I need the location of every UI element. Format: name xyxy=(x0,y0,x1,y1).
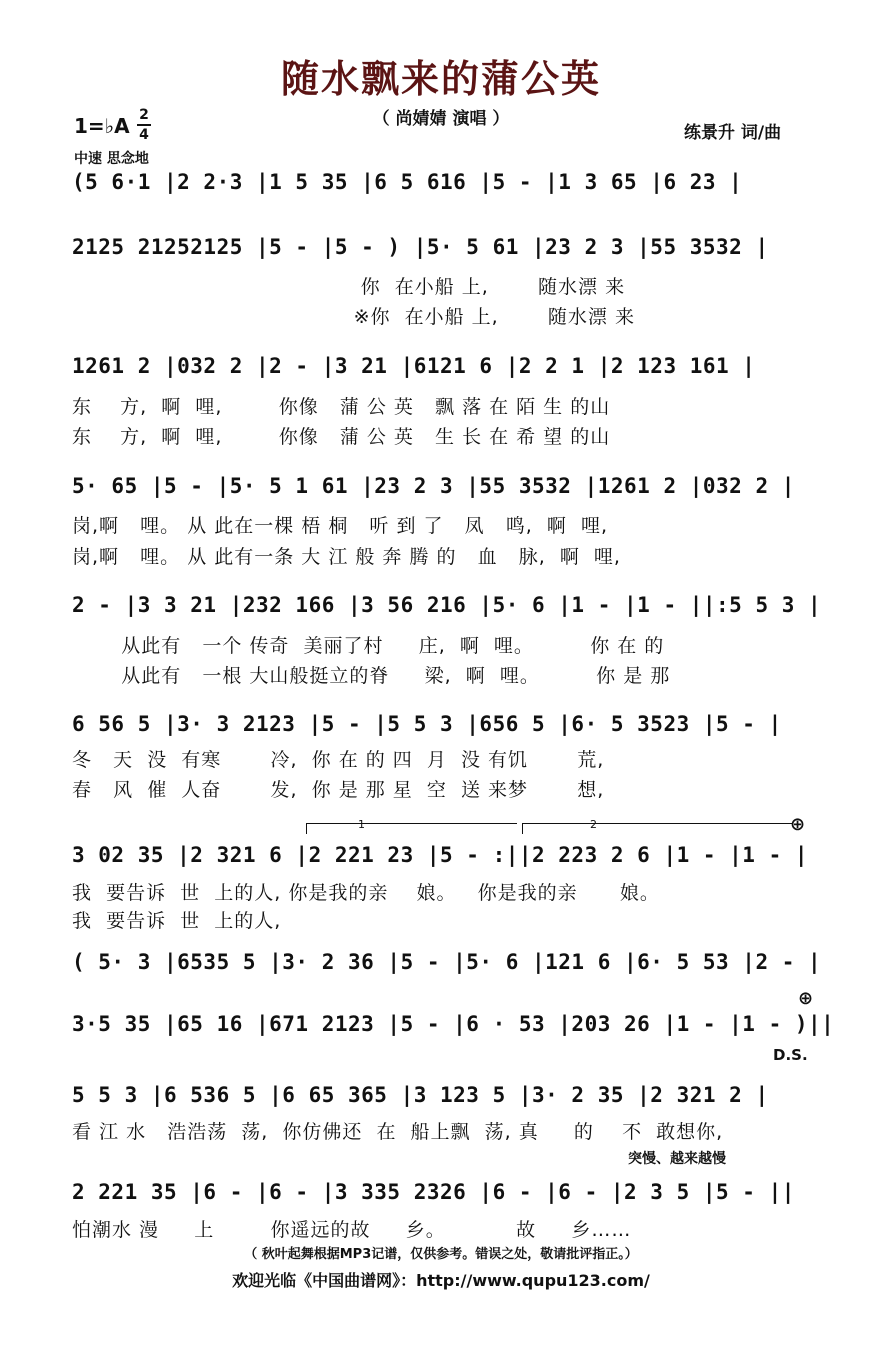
lyric-line: 我 要告诉 世 上的人, xyxy=(72,910,282,932)
lyric-line: ※你 在小船 上, 随水漂 来 xyxy=(72,306,635,328)
lyric-line: 东 方, 啊 哩, 你像 蒲 公 英 生 长 在 希 望 的山 xyxy=(72,426,611,448)
singer-credit: （ 尚婧婧 演唱 ） xyxy=(372,109,510,129)
lyric-line: 你 在小船 上, 随水漂 来 xyxy=(72,276,626,298)
lyric-line: 岗,啊 哩。 从 此在一棵 梧 桐 听 到 了 凤 鸣, 啊 哩, xyxy=(72,515,608,537)
website-credit: 欢迎光临《中国曲谱网》：http://www.qupu123.com/ xyxy=(232,1271,650,1290)
da-segno-marking: D.S. xyxy=(773,1046,808,1064)
music-line: 1261 2 |032 2 |2 - |3 21 |6121 6 |2 2 1 |2 123 161 | xyxy=(72,354,756,378)
music-line: 2125 21252125 |5 - |5 - ) |5· 5 61 |23 2 3 |55 3532 | xyxy=(72,235,769,259)
music-line: 3·5 35 |65 16 |671 2123 |5 - |6 · 53 |203 26 |1 - |1 - )|| xyxy=(72,1012,835,1036)
music-line: ( 5· 3 |6535 5 |3· 2 36 |5 - |5· 6 |121 6 |6· 5 53 |2 - | xyxy=(72,950,822,974)
music-line: 5· 65 |5 - |5· 5 1 61 |23 2 3 |55 3532 |1261 2 |032 2 | xyxy=(72,474,795,498)
transcription-footnote: （ 秋叶起舞根据MP3记谱，仅供参考。错误之处，敬请批评指正。） xyxy=(244,1247,638,1262)
music-line: 6 56 5 |3· 3 2123 |5 - |5 5 3 |656 5 |6· 5 3523 |5 - | xyxy=(72,712,782,736)
lyric-line: 从此有 一个 传奇 美丽了村 庄, 啊 哩。 你 在 的 xyxy=(72,635,665,657)
first-ending-number: 1 xyxy=(358,818,365,831)
song-title: 随水飘来的蒲公英 xyxy=(280,57,601,101)
time-signature-bottom: 4 xyxy=(139,127,149,143)
lyric-line: 我 要告诉 世 上的人, 你是我的亲 娘。 你是我的亲 娘。 xyxy=(72,882,660,904)
lyric-line: 春 风 催 人奋 发, 你 是 那 星 空 送 来梦 想, xyxy=(72,779,605,801)
music-line: 2 221 35 |6 - |6 - |3 335 2326 |6 - |6 - |2 3 5 |5 - || xyxy=(72,1180,795,1204)
music-line: (5 6·1 |2 2·3 |1 5 35 |6 5 616 |5 - |1 3 65 |6 23 | xyxy=(72,170,743,194)
time-signature xyxy=(136,106,152,144)
lyric-line: 看 江 水 浩浩荡 荡, 你仿佛还 在 船上飘 荡, 真 的 不 敢想你, xyxy=(72,1121,724,1143)
second-ending-number: 2 xyxy=(590,818,597,831)
music-line: 3 02 35 |2 321 6 |2 221 23 |5 - :||2 223 2 6 |1 - |1 - | xyxy=(72,843,809,867)
music-line: 2 - |3 3 21 |232 166 |3 56 216 |5· 6 |1 - |1 - ||:5 5 3 | xyxy=(72,593,822,617)
tempo-marking: 中速 思念地 xyxy=(74,151,149,167)
second-ending-bracket xyxy=(522,823,793,834)
coda-icon: ⊕ xyxy=(790,814,806,835)
time-signature-top: 2 xyxy=(139,107,149,123)
composer-credit: 练景升 词/曲 xyxy=(684,123,782,143)
coda-icon: ⊕ xyxy=(798,988,814,1009)
tempo-annotation: 突慢、越来越慢 xyxy=(628,1151,726,1167)
music-line: 5 5 3 |6 536 5 |6 65 365 |3 123 5 |3· 2 35 |2 321 2 | xyxy=(72,1083,769,1107)
lyric-line: 从此有 一根 大山般挺立的脊 梁, 啊 哩。 你 是 那 xyxy=(72,665,671,687)
lyric-line: 岗,啊 哩。 从 此有一条 大 江 般 奔 腾 的 血 脉, 啊 哩, xyxy=(72,546,621,568)
lyric-line: 冬 天 没 有寒 冷, 你 在 的 四 月 没 有饥 荒, xyxy=(72,749,605,771)
first-ending-bracket xyxy=(306,823,517,834)
lyric-line: 东 方, 啊 哩, 你像 蒲 公 英 飘 落 在 陌 生 的山 xyxy=(72,396,611,418)
key-signature: 1=♭A xyxy=(74,114,130,138)
lyric-line: 怕潮水 漫 上 你遥远的故 乡。 故 乡…… xyxy=(72,1219,632,1241)
